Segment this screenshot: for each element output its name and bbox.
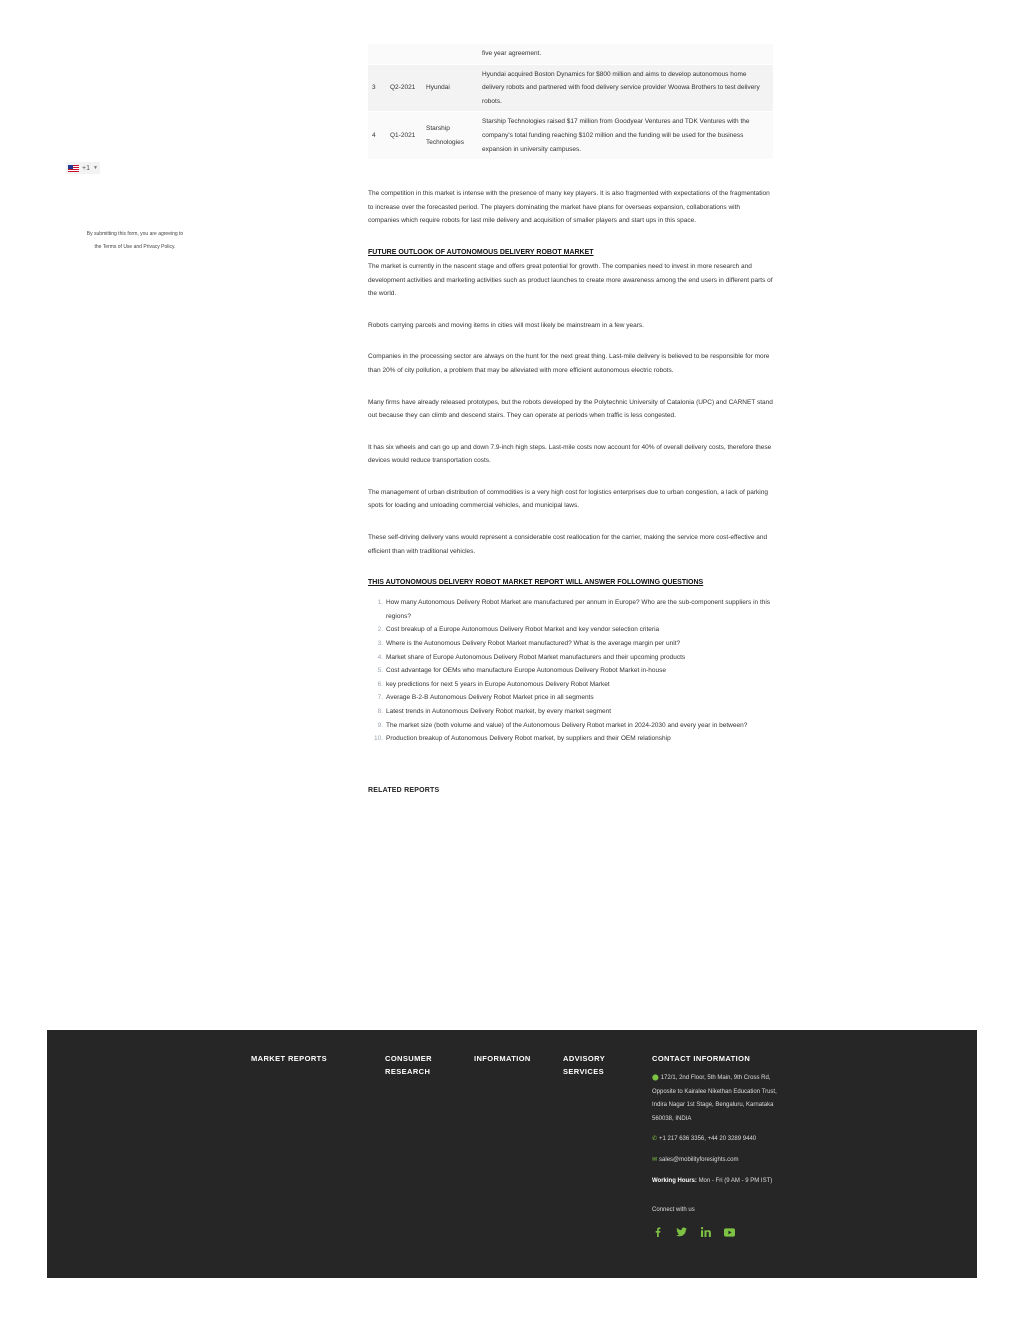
list-item: Market share of Europe Autonomous Delivery Robot Market manufacturers and their upcoming products <box>386 653 686 661</box>
footer-information-link[interactable]: INFORMATION <box>474 1054 531 1063</box>
outlook-heading: FUTURE OUTLOOK OF AUTONOMOUS DELIVERY ROBOT MARKET <box>368 248 594 256</box>
phone-icon: ✆ <box>652 1136 658 1143</box>
social-links <box>652 1227 777 1238</box>
outlook-paragraph: It has six wheels and can go up and down 7.9-inch high steps. Last-mile costs now account for 40% of overall delivery costs, therefore these devices would reduce transportation costs. <box>368 443 772 465</box>
row-date: Q1-2021 <box>390 131 416 139</box>
form-consent-text <box>60 228 210 254</box>
linkedin-icon[interactable] <box>700 1227 711 1238</box>
footer-advisory-services-link[interactable]: ADVISORY SERVICES <box>563 1054 605 1076</box>
footer-consumer-research-link[interactable]: CONSUMER RESEARCH <box>385 1054 432 1076</box>
row-number: 3 <box>372 84 376 92</box>
phone-text: +1 217 636 3356, +44 20 3289 9440 <box>659 1136 757 1143</box>
row-date: Q2-2021 <box>390 84 416 92</box>
outlook-paragraph: These self-driving delivery vans would represent a considerable cost reallocation for the carrier, making the service more cost-effective and efficient than with traditional vehicles. <box>368 534 768 555</box>
table-row <box>368 112 773 160</box>
row-company: Hyundai <box>426 84 450 92</box>
list-item: Production breakup of Autonomous Delivery Robot market, by suppliers and their OEM relationship <box>386 735 671 743</box>
row-number: 4 <box>372 131 376 139</box>
row-company <box>422 44 478 64</box>
list-item: Where is the Autonomous Delivery Robot Market manufactured? What is the average margin per unit? <box>386 640 681 648</box>
contact-information <box>652 1052 777 1238</box>
list-item: Cost breakup of a Europe Autonomous Delivery Robot Market and key vendor selection criteria <box>386 626 660 634</box>
hours-value: Mon - Fri (9 AM - 9 PM IST) <box>698 1177 773 1184</box>
footer-market-reports-link[interactable]: MARKET REPORTS <box>251 1054 328 1063</box>
competition-paragraph: The competition in this market is intense with the presence of many key players. It is also fragmented with expectations of the fragmentation to increase over the forecasted period. The players dominating the market have plans for overseas expansion, collaborations with companies which require robots for last mile delivery and acquisition of smaller players and start ups in this space. <box>368 190 770 225</box>
contact-heading: CONTACT INFORMATION <box>652 1054 751 1063</box>
list-item: key predictions for next 5 years in Europe Autonomous Delivery Robot Market <box>386 680 610 688</box>
questions-list <box>368 596 773 746</box>
recent-developments-table <box>368 44 773 160</box>
chevron-down-icon: ▼ <box>92 165 98 171</box>
list-item: The market size (both volume and value) of the Autonomous Delivery Robot market in 2024-2030 and every year in between? <box>386 721 748 729</box>
contact-address <box>652 1072 777 1126</box>
address-text: 172/1, 2nd Floor, 5th Main, 9th Cross Rd, Opposite to Kairalee Nikethan Education Trust, Indira Nagar 1st Stage, Bengaluru, Karnataka 560038, INDIA <box>652 1075 777 1122</box>
outlook-paragraph: Companies in the processing sector are always on the hunt for the next great thing. Last-mile delivery is believed to be responsible for more than 20% of city pollution, a problem that may be alleviated with more efficient autonomous electric robots. <box>368 353 770 374</box>
terms-privacy-link[interactable]: the Terms of Use and Privacy Policy. <box>94 244 176 250</box>
row-detail: five year agreement. <box>482 50 542 57</box>
email-text: sales@mobilityforesights.com <box>659 1156 739 1163</box>
twitter-icon[interactable] <box>676 1227 687 1238</box>
contact-email[interactable] <box>652 1154 777 1168</box>
row-number <box>368 44 386 64</box>
report-content <box>368 44 773 797</box>
outlook-paragraph: The market is currently in the nascent stage and offers great potential for growth. The companies need to invest in more research and development activities and marketing activities such as product launches to create more awareness among the end users in different parts of the world. <box>368 262 773 298</box>
outlook-paragraph: Many firms have already released prototypes, but the robots developed by the Polytechnic University of Catalonia (UPC) and CARNET stand out because they can climb and descend stairs. They can operate at periods when traffic is less congested. <box>368 398 773 420</box>
youtube-icon[interactable] <box>724 1227 735 1238</box>
table-row <box>368 64 773 112</box>
outlook-paragraph: Robots carrying parcels and moving items in cities will most likely be mainstream in a few years. <box>368 321 644 329</box>
row-company: Starship Technologies <box>426 125 464 146</box>
hours-label: Working Hours: <box>652 1177 697 1184</box>
row-detail: Starship Technologies raised $17 million from Goodyear Ventures and TDK Ventures with the company's total funding reaching $102 million and the funding will be used for the business expansion in university campuses. <box>482 118 750 153</box>
country-code-selector[interactable] <box>66 162 100 174</box>
list-item: Cost advantage for OEMs who manufacture Europe Autonomous Delivery Robot Market in-house <box>386 667 667 675</box>
phone-code: +1 <box>82 164 90 172</box>
contact-phone[interactable] <box>652 1133 777 1147</box>
row-date <box>386 44 422 64</box>
us-flag-icon <box>68 165 79 172</box>
list-item: Average B-2-B Autonomous Delivery Robot Market price in all segments <box>386 694 594 702</box>
list-item: Latest trends in Autonomous Delivery Robot market, by every market segment <box>386 708 612 715</box>
questions-heading: THIS AUTONOMOUS DELIVERY ROBOT MARKET REPORT WILL ANSWER FOLLOWING QUESTIONS <box>368 579 704 587</box>
outlook-paragraph: The management of urban distribution of commodities is a very high cost for logistics enterprises due to urban congestion, a lack of parking spots for loading and unloading commercial vehicles, and municipal laws. <box>368 488 768 510</box>
consent-line-1: By submitting this form, you are agreeing to <box>86 231 184 237</box>
connect-label: Connect with us <box>652 1207 695 1214</box>
site-footer <box>47 1030 977 1278</box>
related-reports-heading: RELATED REPORTS <box>368 786 440 794</box>
envelope-icon: ✉ <box>652 1156 658 1163</box>
list-item: How many Autonomous Delivery Robot Market are manufactured per annum in Europe? Who are the sub-component suppliers in this regions? <box>386 599 771 620</box>
working-hours <box>652 1175 777 1189</box>
row-detail: Hyundai acquired Boston Dynamics for $800 million and aims to develop autonomous home delivery robots and partnered with food delivery service provider Woowa Brothers to test delivery robots. <box>482 70 760 105</box>
location-pin-icon: ⬤ <box>652 1075 659 1081</box>
table-row <box>368 44 773 64</box>
facebook-icon[interactable] <box>652 1227 663 1238</box>
